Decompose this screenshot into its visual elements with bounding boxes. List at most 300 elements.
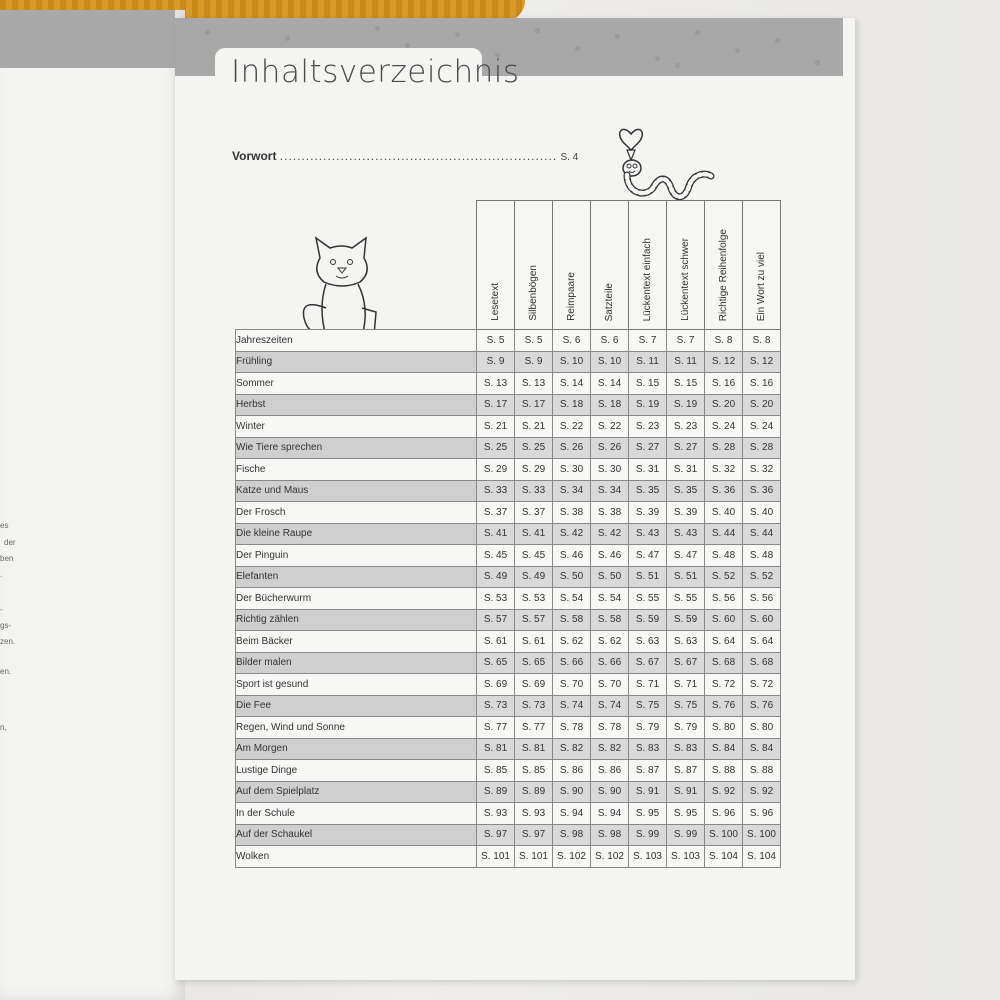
table-row xyxy=(236,738,781,760)
page-cell: S. 67 xyxy=(667,652,705,674)
topic-cell: Wolken xyxy=(236,846,477,868)
page-cell: S. 66 xyxy=(591,652,629,674)
page-cell: S. 95 xyxy=(667,803,705,825)
page-cell: S. 8 xyxy=(743,330,781,352)
page-cell: S. 14 xyxy=(591,373,629,395)
page-cell: S. 88 xyxy=(743,760,781,782)
page-cell: S. 9 xyxy=(477,351,515,373)
page-cell: S. 15 xyxy=(629,373,667,395)
page-cell: S. 64 xyxy=(743,631,781,653)
page-cell: S. 81 xyxy=(515,738,553,760)
table-row xyxy=(236,502,781,524)
page-cell: S. 65 xyxy=(515,652,553,674)
page-cell: S. 94 xyxy=(591,803,629,825)
page-cell: S. 47 xyxy=(629,545,667,567)
page-cell: S. 97 xyxy=(515,824,553,846)
page-cell: S. 7 xyxy=(667,330,705,352)
page-cell: S. 102 xyxy=(591,846,629,868)
column-header xyxy=(629,201,667,330)
page-cell: S. 55 xyxy=(629,588,667,610)
topic-cell: Am Morgen xyxy=(236,738,477,760)
table-row xyxy=(236,480,781,502)
page-cell: S. 86 xyxy=(553,760,591,782)
page-cell: S. 22 xyxy=(591,416,629,438)
page-cell: S. 83 xyxy=(629,738,667,760)
page-cell: S. 51 xyxy=(629,566,667,588)
left-page-text-fragment: - xyxy=(0,605,3,614)
page-cell: S. 100 xyxy=(743,824,781,846)
page-cell: S. 33 xyxy=(477,480,515,502)
page-cell: S. 5 xyxy=(477,330,515,352)
page-cell: S. 10 xyxy=(591,351,629,373)
page-cell: S. 90 xyxy=(591,781,629,803)
page-cell: S. 91 xyxy=(667,781,705,803)
page-cell: S. 52 xyxy=(743,566,781,588)
vorwort-page: S. 4 xyxy=(560,152,579,163)
left-page-text-fragment: en. xyxy=(0,667,12,676)
page-cell: S. 94 xyxy=(553,803,591,825)
table-row xyxy=(236,545,781,567)
topic-cell: Richtig zählen xyxy=(236,609,477,631)
page-cell: S. 9 xyxy=(515,351,553,373)
page-cell: S. 76 xyxy=(743,695,781,717)
page-cell: S. 47 xyxy=(667,545,705,567)
page-cell: S. 87 xyxy=(667,760,705,782)
table-row xyxy=(236,652,781,674)
page-cell: S. 41 xyxy=(515,523,553,545)
page-cell: S. 83 xyxy=(667,738,705,760)
page-cell: S. 30 xyxy=(591,459,629,481)
topic-cell: Fische xyxy=(236,459,477,481)
page-cell: S. 11 xyxy=(629,351,667,373)
page-cell: S. 52 xyxy=(705,566,743,588)
table-row xyxy=(236,523,781,545)
page-cell: S. 96 xyxy=(743,803,781,825)
page-cell: S. 99 xyxy=(629,824,667,846)
page-cell: S. 96 xyxy=(705,803,743,825)
page-cell: S. 14 xyxy=(553,373,591,395)
table-row xyxy=(236,351,781,373)
page-cell: S. 24 xyxy=(743,416,781,438)
page-cell: S. 58 xyxy=(553,609,591,631)
page-cell: S. 79 xyxy=(667,717,705,739)
page-cell: S. 88 xyxy=(705,760,743,782)
page-cell: S. 13 xyxy=(477,373,515,395)
page-cell: S. 29 xyxy=(515,459,553,481)
topic-cell: Sommer xyxy=(236,373,477,395)
page-cell: S. 42 xyxy=(591,523,629,545)
page-cell: S. 69 xyxy=(515,674,553,696)
page-cell: S. 102 xyxy=(553,846,591,868)
table-row xyxy=(236,846,781,868)
page-cell: S. 98 xyxy=(553,824,591,846)
page-cell: S. 26 xyxy=(591,437,629,459)
column-header-label: Satzteile xyxy=(604,282,615,321)
page-cell: S. 87 xyxy=(629,760,667,782)
column-header-label: Lesetext xyxy=(490,283,501,321)
page-cell: S. 40 xyxy=(705,502,743,524)
page-cell: S. 61 xyxy=(477,631,515,653)
page-cell: S. 13 xyxy=(515,373,553,395)
table-row xyxy=(236,416,781,438)
page-cell: S. 48 xyxy=(705,545,743,567)
page-cell: S. 37 xyxy=(515,502,553,524)
topic-cell: Bilder malen xyxy=(236,652,477,674)
page-cell: S. 97 xyxy=(477,824,515,846)
table-row xyxy=(236,609,781,631)
page-cell: S. 42 xyxy=(553,523,591,545)
topic-cell: Die Fee xyxy=(236,695,477,717)
page-cell: S. 98 xyxy=(591,824,629,846)
page-cell: S. 75 xyxy=(629,695,667,717)
page-cell: S. 101 xyxy=(477,846,515,868)
header-dot xyxy=(375,26,380,31)
page-cell: S. 43 xyxy=(667,523,705,545)
page-cell: S. 29 xyxy=(477,459,515,481)
page-cell: S. 78 xyxy=(553,717,591,739)
page-cell: S. 84 xyxy=(705,738,743,760)
page-cell: S. 40 xyxy=(743,502,781,524)
header-dot xyxy=(205,30,210,35)
page-cell: S. 59 xyxy=(667,609,705,631)
page-cell: S. 62 xyxy=(591,631,629,653)
page-cell: S. 75 xyxy=(667,695,705,717)
page-cell: S. 5 xyxy=(515,330,553,352)
page-cell: S. 58 xyxy=(591,609,629,631)
column-header-label: Lückentext einfach xyxy=(642,237,653,321)
table-row xyxy=(236,588,781,610)
page-cell: S. 49 xyxy=(477,566,515,588)
page-cell: S. 32 xyxy=(743,459,781,481)
topic-cell: Wie Tiere sprechen xyxy=(236,437,477,459)
page-cell: S. 71 xyxy=(629,674,667,696)
table-row xyxy=(236,824,781,846)
table-row xyxy=(236,803,781,825)
page-cell: S. 64 xyxy=(705,631,743,653)
page-cell: S. 55 xyxy=(667,588,705,610)
page-cell: S. 70 xyxy=(553,674,591,696)
topic-cell: Die kleine Raupe xyxy=(236,523,477,545)
left-page xyxy=(0,10,185,1000)
page-cell: S. 78 xyxy=(591,717,629,739)
header-dot xyxy=(735,48,740,53)
header-dot xyxy=(655,56,660,61)
page-cell: S. 23 xyxy=(667,416,705,438)
column-header xyxy=(667,201,705,330)
page-cell: S. 50 xyxy=(591,566,629,588)
page-cell: S. 60 xyxy=(705,609,743,631)
page-cell: S. 19 xyxy=(667,394,705,416)
page-cell: S. 72 xyxy=(743,674,781,696)
page-cell: S. 23 xyxy=(629,416,667,438)
table-row xyxy=(236,394,781,416)
left-page-text-fragment: zen. xyxy=(0,637,16,646)
column-header-label: Reimpaare xyxy=(566,272,577,321)
page-cell: S. 72 xyxy=(705,674,743,696)
page-cell: S. 59 xyxy=(629,609,667,631)
page-cell: S. 20 xyxy=(705,394,743,416)
page-cell: S. 20 xyxy=(743,394,781,416)
vorwort-entry xyxy=(232,149,578,163)
page-cell: S. 45 xyxy=(515,545,553,567)
column-header xyxy=(477,201,515,330)
page-cell: S. 39 xyxy=(667,502,705,524)
page-cell: S. 36 xyxy=(743,480,781,502)
topic-cell: Herbst xyxy=(236,394,477,416)
page-cell: S. 81 xyxy=(477,738,515,760)
page-cell: S. 28 xyxy=(743,437,781,459)
page-cell: S. 76 xyxy=(705,695,743,717)
vorwort-label: Vorwort xyxy=(232,149,277,163)
header-dot xyxy=(615,34,620,39)
table-row xyxy=(236,631,781,653)
table-row xyxy=(236,695,781,717)
worm-with-heart-illustration xyxy=(615,118,725,208)
page-cell: S. 60 xyxy=(743,609,781,631)
header-dot xyxy=(775,38,780,43)
page-title: Inhaltsverzeichnis xyxy=(231,54,520,90)
page-cell: S. 61 xyxy=(515,631,553,653)
page-cell: S. 45 xyxy=(477,545,515,567)
page-cell: S. 56 xyxy=(743,588,781,610)
page-cell: S. 89 xyxy=(515,781,553,803)
table-row xyxy=(236,373,781,395)
page-cell: S. 104 xyxy=(705,846,743,868)
page-cell: S. 77 xyxy=(477,717,515,739)
page-cell: S. 49 xyxy=(515,566,553,588)
left-page-text-fragment: gs- xyxy=(0,621,12,630)
topic-cell: Der Bücherwurm xyxy=(236,588,477,610)
topic-cell: Frühling xyxy=(236,351,477,373)
left-header-band xyxy=(0,10,175,68)
page-cell: S. 91 xyxy=(629,781,667,803)
page-cell: S. 67 xyxy=(629,652,667,674)
page-cell: S. 74 xyxy=(591,695,629,717)
column-header-row xyxy=(236,201,781,330)
page-cell: S. 27 xyxy=(667,437,705,459)
topic-cell: Jahreszeiten xyxy=(236,330,477,352)
page-cell: S. 103 xyxy=(667,846,705,868)
page-cell: S. 32 xyxy=(705,459,743,481)
page-cell: S. 25 xyxy=(515,437,553,459)
page-cell: S. 63 xyxy=(667,631,705,653)
page-cell: S. 95 xyxy=(629,803,667,825)
page-cell: S. 37 xyxy=(477,502,515,524)
page-cell: S. 12 xyxy=(705,351,743,373)
page-cell: S. 38 xyxy=(591,502,629,524)
header-dot xyxy=(815,60,820,65)
page-cell: S. 57 xyxy=(515,609,553,631)
page-cell: S. 82 xyxy=(591,738,629,760)
page-cell: S. 51 xyxy=(667,566,705,588)
page-cell: S. 63 xyxy=(629,631,667,653)
page-cell: S. 38 xyxy=(553,502,591,524)
page-cell: S. 103 xyxy=(629,846,667,868)
left-page-text-fragment: es xyxy=(0,521,9,530)
page-cell: S. 69 xyxy=(477,674,515,696)
header-dot xyxy=(535,28,540,33)
page-cell: S. 93 xyxy=(515,803,553,825)
page-cell: S. 44 xyxy=(743,523,781,545)
page-cell: S. 73 xyxy=(515,695,553,717)
page-cell: S. 34 xyxy=(591,480,629,502)
table-row xyxy=(236,760,781,782)
page-cell: S. 74 xyxy=(553,695,591,717)
page-cell: S. 48 xyxy=(743,545,781,567)
page-cell: S. 80 xyxy=(705,717,743,739)
header-dot xyxy=(455,32,460,37)
page-cell: S. 90 xyxy=(553,781,591,803)
page-cell: S. 35 xyxy=(629,480,667,502)
page-cell: S. 70 xyxy=(591,674,629,696)
page-cell: S. 39 xyxy=(629,502,667,524)
column-header xyxy=(743,201,781,330)
column-header xyxy=(591,201,629,330)
blank-corner xyxy=(236,201,477,330)
page-cell: S. 92 xyxy=(705,781,743,803)
page-cell: S. 26 xyxy=(553,437,591,459)
topic-cell: In der Schule xyxy=(236,803,477,825)
page-cell: S. 44 xyxy=(705,523,743,545)
page-cell: S. 35 xyxy=(667,480,705,502)
page-cell: S. 79 xyxy=(629,717,667,739)
page-cell: S. 53 xyxy=(477,588,515,610)
page-cell: S. 18 xyxy=(553,394,591,416)
column-header-label: Richtige Reihenfolge xyxy=(718,228,729,321)
topic-cell: Auf dem Spielplatz xyxy=(236,781,477,803)
page-cell: S. 104 xyxy=(743,846,781,868)
table-row xyxy=(236,717,781,739)
header-dot xyxy=(695,30,700,35)
table-row xyxy=(236,566,781,588)
page-cell: S. 18 xyxy=(591,394,629,416)
page-cell: S. 28 xyxy=(705,437,743,459)
page-cell: S. 66 xyxy=(553,652,591,674)
topic-cell: Elefanten xyxy=(236,566,477,588)
page-cell: S. 99 xyxy=(667,824,705,846)
topic-cell: Der Pinguin xyxy=(236,545,477,567)
page-cell: S. 93 xyxy=(477,803,515,825)
page-cell: S. 50 xyxy=(553,566,591,588)
page-cell: S. 84 xyxy=(743,738,781,760)
page-cell: S. 24 xyxy=(705,416,743,438)
page-cell: S. 22 xyxy=(553,416,591,438)
page-cell: S. 10 xyxy=(553,351,591,373)
topic-cell: Der Frosch xyxy=(236,502,477,524)
page-cell: S. 54 xyxy=(591,588,629,610)
page-cell: S. 34 xyxy=(553,480,591,502)
page-cell: S. 8 xyxy=(705,330,743,352)
page-cell: S. 53 xyxy=(515,588,553,610)
page-cell: S. 17 xyxy=(477,394,515,416)
page-cell: S. 65 xyxy=(477,652,515,674)
page-cell: S. 57 xyxy=(477,609,515,631)
page-cell: S. 33 xyxy=(515,480,553,502)
left-page-text-fragment: der xyxy=(4,538,16,547)
page-cell: S. 16 xyxy=(705,373,743,395)
page-cell: S. 100 xyxy=(705,824,743,846)
left-page-text-fragment: . xyxy=(0,570,3,579)
topic-cell: Regen, Wind und Sonne xyxy=(236,717,477,739)
page-cell: S. 31 xyxy=(629,459,667,481)
page-cell: S. 41 xyxy=(477,523,515,545)
page-cell: S. 15 xyxy=(667,373,705,395)
header-dot xyxy=(575,46,580,51)
header-dot xyxy=(675,63,680,68)
page-cell: S. 68 xyxy=(743,652,781,674)
page-cell: S. 71 xyxy=(667,674,705,696)
page-cell: S. 21 xyxy=(515,416,553,438)
page-cell: S. 101 xyxy=(515,846,553,868)
topic-cell: Beim Bäcker xyxy=(236,631,477,653)
page-cell: S. 77 xyxy=(515,717,553,739)
page-cell: S. 85 xyxy=(515,760,553,782)
page-cell: S. 17 xyxy=(515,394,553,416)
page-cell: S. 30 xyxy=(553,459,591,481)
topic-cell: Lustige Dinge xyxy=(236,760,477,782)
page-cell: S. 43 xyxy=(629,523,667,545)
topic-cell: Winter xyxy=(236,416,477,438)
page-cell: S. 89 xyxy=(477,781,515,803)
table-row xyxy=(236,781,781,803)
leader-dots: ................................................................ xyxy=(279,149,558,163)
topic-cell: Katze und Maus xyxy=(236,480,477,502)
page-cell: S. 27 xyxy=(629,437,667,459)
page-cell: S. 86 xyxy=(591,760,629,782)
page-cell: S. 73 xyxy=(477,695,515,717)
left-page-text-fragment: n, xyxy=(0,723,7,732)
table-row xyxy=(236,459,781,481)
column-header xyxy=(705,201,743,330)
page-cell: S. 85 xyxy=(477,760,515,782)
page-cell: S. 80 xyxy=(743,717,781,739)
table-row xyxy=(236,330,781,352)
page-cell: S. 25 xyxy=(477,437,515,459)
column-header-label: Ein Wort zu viel xyxy=(756,251,767,321)
page-cell: S. 16 xyxy=(743,373,781,395)
page-cell: S. 7 xyxy=(629,330,667,352)
topic-cell: Auf der Schaukel xyxy=(236,824,477,846)
column-header-label: Lückentext schwer xyxy=(680,238,691,321)
column-header-label: Silbenbögen xyxy=(528,265,539,321)
left-page-text-fragment: ben xyxy=(0,554,14,563)
page-cell: S. 36 xyxy=(705,480,743,502)
topic-cell: Sport ist gesund xyxy=(236,674,477,696)
page-cell: S. 6 xyxy=(591,330,629,352)
page-cell: S. 46 xyxy=(591,545,629,567)
page-cell: S. 56 xyxy=(705,588,743,610)
page-cell: S. 92 xyxy=(743,781,781,803)
column-header xyxy=(553,201,591,330)
page-cell: S. 12 xyxy=(743,351,781,373)
column-header xyxy=(515,201,553,330)
page-cell: S. 68 xyxy=(705,652,743,674)
header-dot xyxy=(285,36,290,41)
page-cell: S. 19 xyxy=(629,394,667,416)
page-cell: S. 6 xyxy=(553,330,591,352)
page-cell: S. 54 xyxy=(553,588,591,610)
page-cell: S. 31 xyxy=(667,459,705,481)
table-row xyxy=(236,674,781,696)
table-row xyxy=(236,437,781,459)
page-cell: S. 82 xyxy=(553,738,591,760)
page-cell: S. 46 xyxy=(553,545,591,567)
page-cell: S. 11 xyxy=(667,351,705,373)
page-cell: S. 62 xyxy=(553,631,591,653)
right-page xyxy=(175,18,855,980)
page-cell: S. 21 xyxy=(477,416,515,438)
contents-table xyxy=(235,200,781,868)
